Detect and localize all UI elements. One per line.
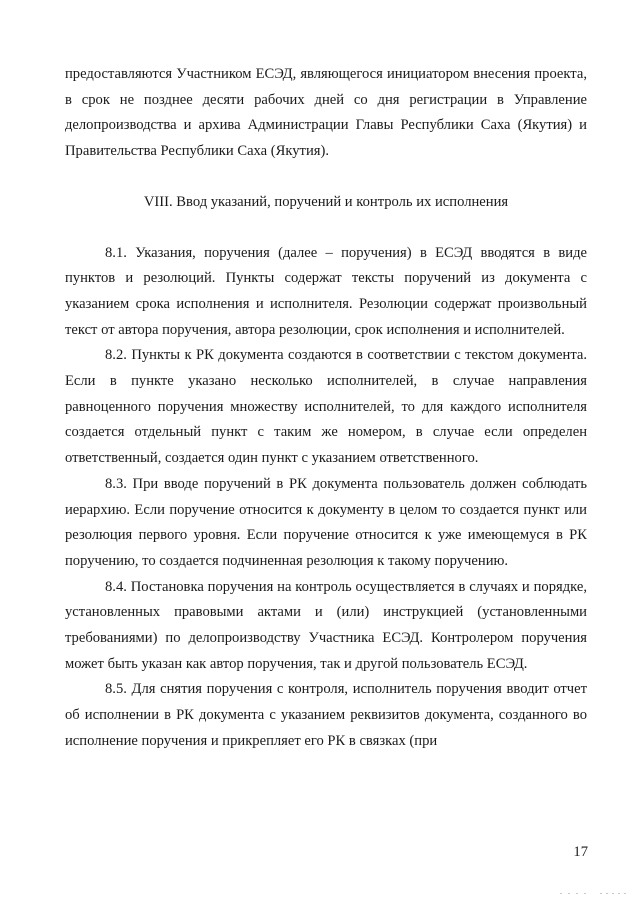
section-heading: VIII. Ввод указаний, поручений и контроль их исполнения: [143, 193, 509, 210]
intro-paragraph: предоставляются Участником ЕСЭД, являющегося инициатором внесения проекта, в срок не позднее десяти рабочих дней со дня регистрации в Управление делопроизводства и архива Администрации Главы Республики Саха (Якутия) и Правительства Республики Саха (Якутия).: [65, 66, 587, 160]
paragraph-8-5: 8.5. Для снятия поручения с контроля, исполнитель поручения вводит отчет об исполнении в РК документа с указанием реквизитов документа, созданного во исполнение поручения и прикрепляет его РК в связках (при: [65, 681, 587, 749]
document-page: [65, 62, 587, 755]
paragraph-8-3: 8.3. При вводе поручений в РК документа пользователь должен соблюдать иерархию. Если поручение относится к документу в целом то создается пункт или резолюция первого уровня. Если поручение относится к уже имеющемуся в РК поручению, то создается подчиненная резолюция к такому поручению.: [65, 475, 587, 569]
paragraph-8-2: 8.2. Пункты к РК документа создаются в соответствии с текстом документа. Если в пункте указано несколько исполнителей, в случае направления равноценного поручения множеству исполнителей, то для каждого исполнителя создается отдельный пункт с таким же номером, в случае если определен ответственный, создается один пункт с указанием ответственного.: [65, 347, 587, 467]
scan-artifact-dots: [0, 893, 640, 897]
paragraph-8-4: 8.4. Постановка поручения на контроль осуществляется в случаях и порядке, установленных правовыми актами и (или) инструкцией (установленными требованиями) по делопроизводству Участника ЕСЭД. Контролером поручения может быть указан как автор поручения, так и другой пользователь ЕСЭД.: [65, 578, 587, 672]
paragraph-8-1: 8.1. Указания, поручения (далее – поручения) в ЕСЭД вводятся в виде пунктов и резолюций. Пункты содержат тексты поручений из документа с указанием срока исполнения и исполнителя. Резолюции содержат произвольный текст от автора поручения, автора резолюции, срок исполнения и исполнителей.: [65, 244, 587, 338]
page-number: 17: [573, 844, 588, 860]
